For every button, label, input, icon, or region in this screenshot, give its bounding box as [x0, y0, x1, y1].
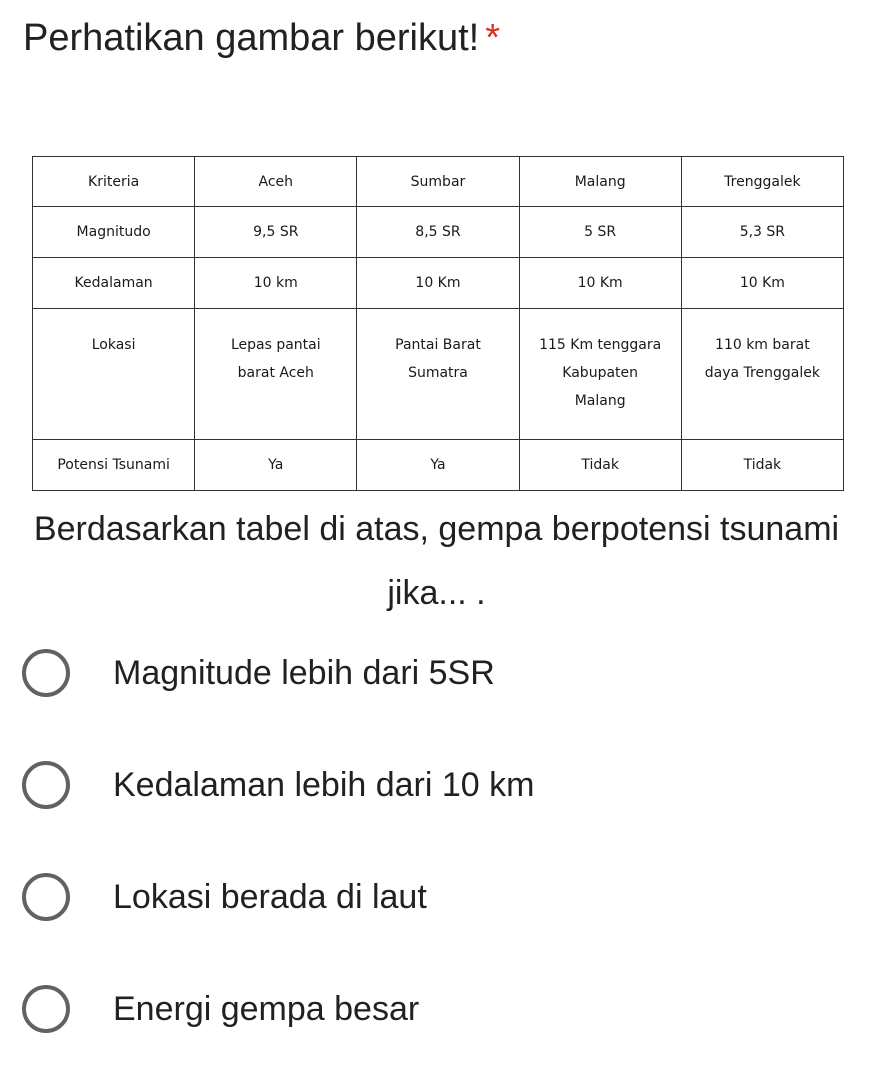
table-cell: Magnitudo [33, 207, 195, 258]
question-prompt: Berdasarkan tabel di atas, gempa berpotensi tsunami jika... . [33, 510, 840, 612]
table-cell: Kedalaman [33, 258, 195, 309]
option-kedalaman[interactable] [22, 729, 852, 841]
required-asterisk: * [485, 17, 501, 59]
table-cell: 10 km [195, 258, 357, 309]
question-title [23, 10, 500, 66]
radio-button-icon[interactable] [22, 649, 70, 697]
table-cell: 10 Km [519, 258, 681, 309]
option-label: Magnitude lebih dari 5SR [113, 653, 495, 692]
table-cell: 5 SR [519, 207, 681, 258]
table-header-cell: Malang [519, 157, 681, 207]
radio-button-icon[interactable] [22, 873, 70, 921]
table-cell: Lokasi [33, 309, 195, 440]
radio-button-icon[interactable] [22, 761, 70, 809]
table-row-kedalaman [33, 258, 844, 309]
table-cell: Tidak [681, 440, 843, 491]
table-cell: 9,5 SR [195, 207, 357, 258]
radio-button-icon[interactable] [22, 985, 70, 1033]
earthquake-criteria-table [32, 156, 844, 491]
table-header-cell: Sumbar [357, 157, 519, 207]
table-cell: 110 km barat daya Trenggalek [681, 309, 843, 440]
table-header-row [33, 157, 844, 207]
table-cell: 8,5 SR [357, 207, 519, 258]
table-cell: Potensi Tsunami [33, 440, 195, 491]
table-cell: 10 Km [357, 258, 519, 309]
table-cell: Pantai Barat Sumatra [357, 309, 519, 440]
table-cell: Tidak [519, 440, 681, 491]
option-label: Lokasi berada di laut [113, 877, 427, 916]
question-title-text: Perhatikan gambar berikut! [23, 17, 480, 59]
table-cell: Ya [195, 440, 357, 491]
table-row-magnitudo [33, 207, 844, 258]
option-magnitude[interactable] [22, 617, 852, 729]
table-header-cell: Aceh [195, 157, 357, 207]
table-cell: 115 Km tenggara Kabupaten Malang [519, 309, 681, 440]
table-header-cell: Kriteria [33, 157, 195, 207]
table-header-cell: Trenggalek [681, 157, 843, 207]
table-row-potensi-tsunami [33, 440, 844, 491]
table-cell: Lepas pantai barat Aceh [195, 309, 357, 440]
option-lokasi[interactable] [22, 841, 852, 953]
table-cell: 10 Km [681, 258, 843, 309]
table-row-lokasi [33, 309, 844, 440]
table-cell: Ya [357, 440, 519, 491]
option-label: Kedalaman lebih dari 10 km [113, 765, 535, 804]
option-label: Energi gempa besar [113, 989, 420, 1028]
option-energi[interactable] [22, 953, 852, 1065]
table-cell: 5,3 SR [681, 207, 843, 258]
